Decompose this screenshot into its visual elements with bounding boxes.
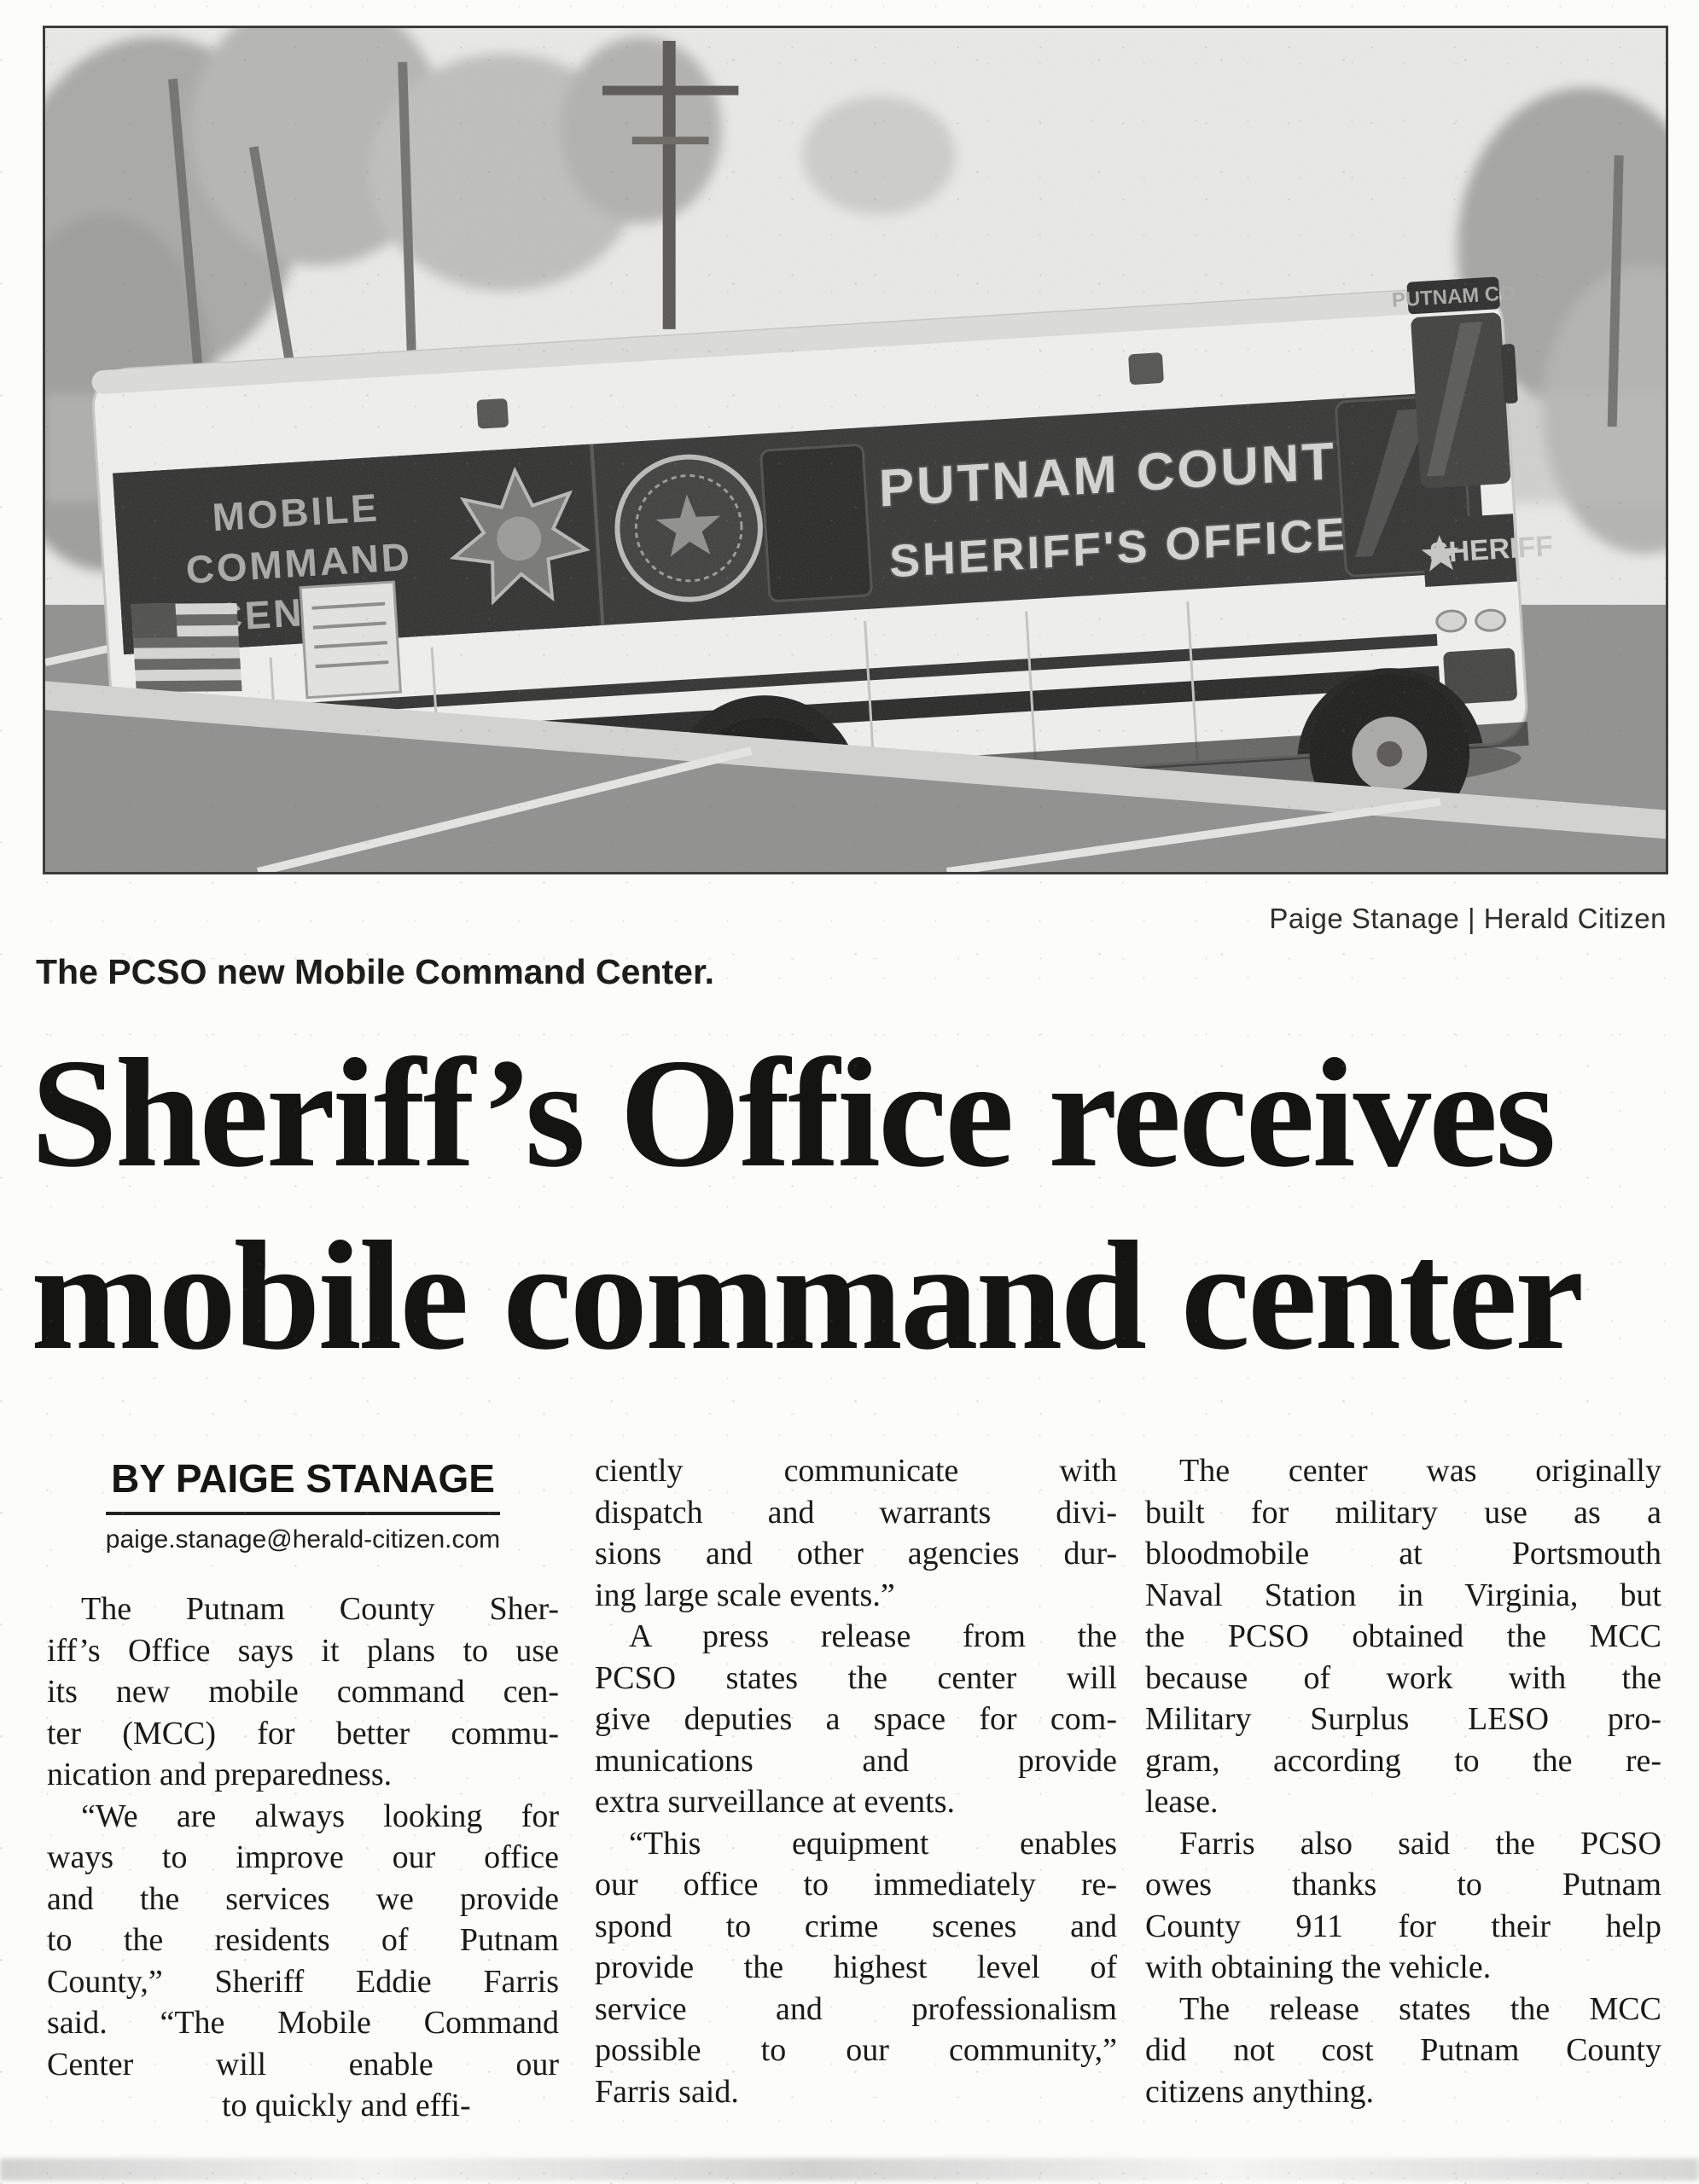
article-column-3	[1145, 1450, 1661, 2112]
article-line: County,” Sheriff Eddie Farris	[47, 1963, 559, 2000]
photo-grain	[45, 28, 1666, 872]
article-line: provide the highest level of	[595, 1949, 1117, 1985]
article-line: and the services we provide	[47, 1880, 559, 1917]
article-line: Naval Station in Virginia, but	[1145, 1577, 1661, 1613]
article-line: possible to our community,”	[595, 2032, 1117, 2068]
article-line: gram, according to the re-	[1145, 1742, 1661, 1779]
article-line: give deputies a space for com-	[595, 1701, 1117, 1737]
article-line: Center will enable our	[47, 2046, 559, 2082]
article-line: A press release from the	[629, 1618, 1117, 1654]
photo-credit: Paige Stanage | Herald Citizen	[1269, 903, 1667, 934]
byline-block	[47, 1450, 559, 1554]
article-line: with obtaining the vehicle.	[1145, 1949, 1492, 1985]
article-line: citizens anything.	[1145, 2073, 1375, 2110]
article-line: to the residents of Putnam	[47, 1922, 559, 1958]
article-line: built for military use as a	[1145, 1494, 1661, 1531]
column-1-body	[47, 1589, 559, 2127]
byline-email: paige.stanage@herald-citizen.com	[105, 1525, 501, 1554]
article-line: PCSO states the center will	[595, 1659, 1117, 1696]
article-line: said. “The Mobile Command	[47, 2005, 559, 2041]
article-line: The Putnam County Sher-	[81, 1591, 559, 1627]
article-line: ter (MCC) for better commu-	[47, 1715, 559, 1751]
article-line: Military Surplus LESO pro-	[1145, 1701, 1661, 1737]
photo-mobile-command-center	[43, 26, 1668, 874]
article-line: ing large scale events.”	[595, 1577, 895, 1613]
headline-line-2: mobile command center	[31, 1209, 1582, 1382]
article-column-1	[47, 1450, 559, 2127]
article-line: nication and preparedness.	[47, 1757, 393, 1792]
article-line: sions and other agencies dur-	[595, 1536, 1117, 1571]
scan-smudge	[0, 2158, 1699, 2181]
article-line: to quickly and effi-	[222, 2088, 471, 2123]
article-line: The center was originally	[1179, 1453, 1661, 1489]
article-line: owes thanks to Putnam	[1145, 1867, 1661, 1902]
photo-scene	[45, 28, 1666, 872]
article-line: The release states the MCC	[1179, 1990, 1661, 2027]
article-line: iff’s Office says it plans to use	[47, 1632, 559, 1669]
article-line: did not cost Putnam County	[1145, 2032, 1661, 2068]
article-line: lease.	[1145, 1784, 1219, 1820]
byline-author: BY PAIGE STANAGE	[106, 1450, 500, 1515]
article-line: our office to immediately re-	[595, 1867, 1117, 1902]
article-line: “This equipment enables	[629, 1825, 1117, 1862]
article-line: Farris said.	[595, 2073, 739, 2110]
article-line: because of work with the	[1145, 1659, 1661, 1696]
article-line: “We are always looking for	[81, 1798, 559, 1834]
article-line: ciently communicate with	[595, 1453, 1117, 1489]
article-column-2	[595, 1450, 1117, 2112]
column-3-body	[1145, 1450, 1661, 2112]
headline-line-1: Sheriff’s Office receives	[31, 1026, 1554, 1199]
headline	[31, 1022, 1686, 1387]
article-line: spond to crime scenes and	[595, 1908, 1117, 1944]
column-2-body	[595, 1450, 1117, 2112]
article-line: the PCSO obtained the MCC	[1145, 1618, 1661, 1654]
article-line: service and professionalism	[595, 1990, 1117, 2027]
article-line: ways to improve our office	[47, 1839, 559, 1875]
article-line: its new mobile command cen-	[47, 1674, 559, 1710]
article-line: County 911 for their help	[1145, 1908, 1661, 1944]
article-line: extra surveillance at events.	[595, 1784, 956, 1820]
article-line: munications and provide	[595, 1742, 1117, 1779]
article-line: dispatch and warrants divi-	[595, 1494, 1117, 1531]
photo-caption: The PCSO new Mobile Command Center.	[36, 952, 715, 991]
article-line: bloodmobile at Portsmouth	[1145, 1536, 1661, 1571]
article-line: Farris also said the PCSO	[1179, 1825, 1661, 1862]
